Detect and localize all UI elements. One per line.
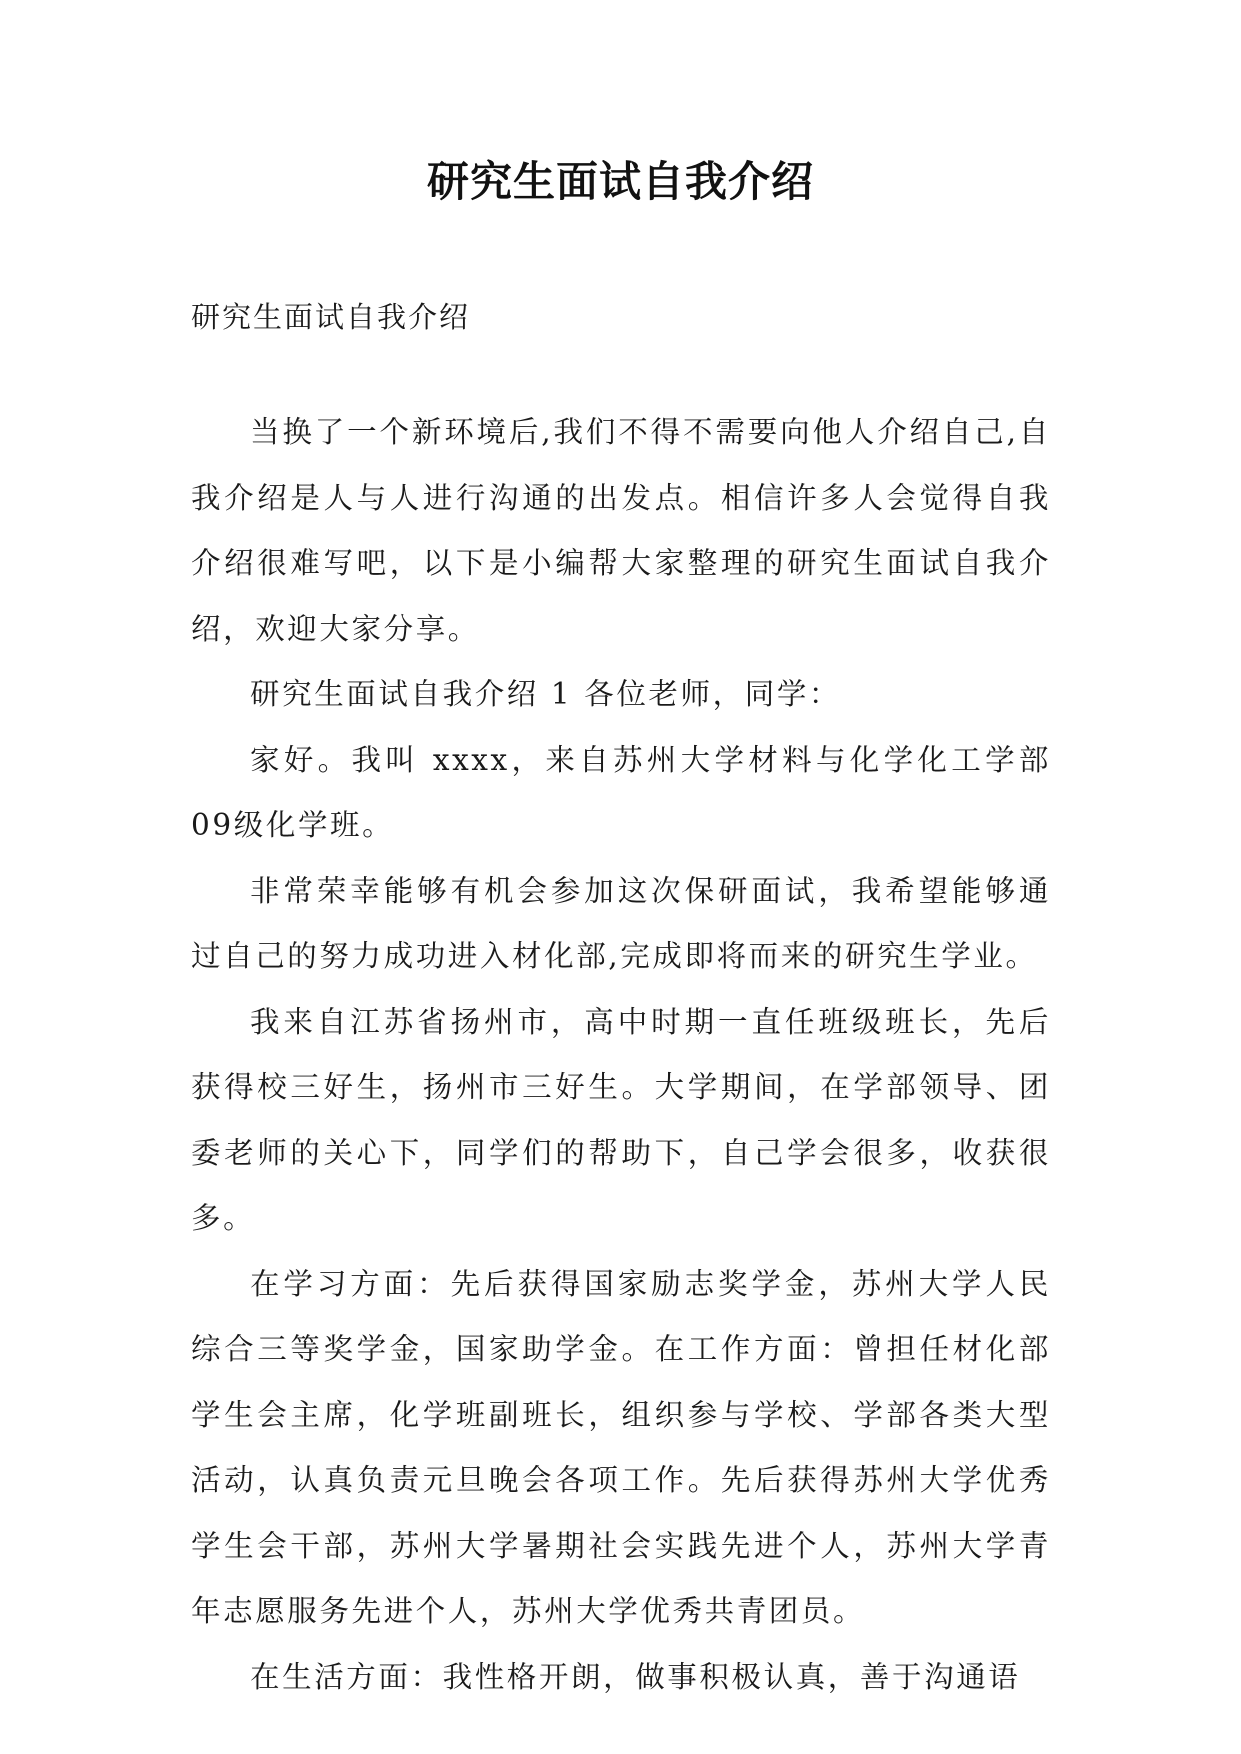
paragraph: 当换了一个新环境后,我们不得不需要向他人介绍自己,自我介绍是人与人进行沟通的出发点。相信许多人会觉得自我介绍很难写吧，以下是小编帮大家整理的研究生面试自我介绍，欢迎大家分享。 [191,415,1051,646]
document-body [191,400,1051,1710]
paragraph: 在学习方面：先后获得国家励志奖学金，苏州大学人民综合三等奖学金，国家助学金。在工作方面：曾担任材化部学生会主席，化学班副班长，组织参与学校、学部各类大型活动，认真负责元旦晚会各项工作。先后获得苏州大学优秀学生会干部，苏州大学暑期社会实践先进个人，苏州大学青年志愿服务先进个人，苏州大学优秀共青团员。 [191,1266,1051,1628]
paragraph: 我来自江苏省扬州市，高中时期一直任班级班长，先后获得校三好生，扬州市三好生。大学期间，在学部领导、团委老师的关心下，同学们的帮助下，自己学会很多，收获很多。 [191,1004,1051,1235]
paragraph: 非常荣幸能够有机会参加这次保研面试，我希望能够通过自己的努力成功进入材化部,完成即将而来的研究生学业。 [191,873,1051,973]
document-subtitle: 研究生面试自我介绍 [191,300,471,334]
document-title: 研究生面试自我介绍 [426,157,814,206]
paragraph: 在生活方面：我性格开朗，做事积极认真，善于沟通语 [250,1659,1021,1694]
paragraph: 家好。我叫 xxxx，来自苏州大学材料与化学化工学部 09级化学班。 [191,742,1051,842]
paragraph: 研究生面试自我介绍 1 各位老师，同学： [250,677,842,711]
